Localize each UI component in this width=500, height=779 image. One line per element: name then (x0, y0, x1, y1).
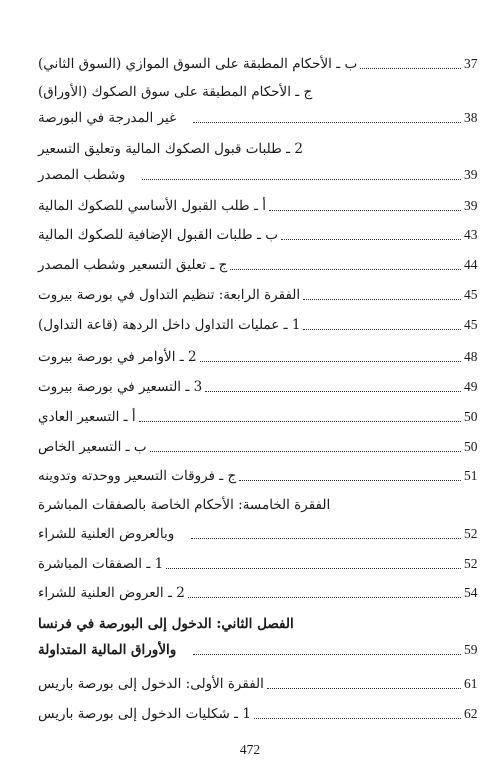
toc-entry-text: الفقرة الخامسة: الأحكام الخاصة بالصفقات المباشرة (38, 497, 331, 513)
page-number-footer: 472 (239, 742, 261, 757)
toc-entry (34, 138, 486, 160)
toc-entry (34, 346, 486, 368)
toc-entry (34, 107, 486, 129)
toc-page-number: 50 (464, 409, 478, 424)
toc-page-number: 37 (464, 56, 478, 71)
toc-entry-text: ب ـ طلبات القبول الإضافية للصكوك المالية (38, 227, 278, 243)
toc-entry (34, 523, 486, 545)
toc-page-number: 44 (464, 257, 478, 272)
dot-leader (150, 450, 461, 452)
toc-page-number: 49 (464, 379, 478, 394)
toc-entry-text: وبالعروض العلنية للشراء (38, 526, 175, 542)
toc-entry-text: 2 ـ الأوامر في بورصة بيروت (38, 349, 197, 365)
toc-entry-text: ب ـ الأحكام المطبقة على السوق الموازي (السوق الثاني) (38, 56, 358, 72)
toc-entry-text: أ ـ التسعير العادي (38, 409, 136, 425)
toc-page-number: 45 (464, 317, 478, 332)
dot-leader (193, 653, 461, 655)
toc-entry (34, 406, 486, 428)
toc-entry (34, 195, 486, 217)
dot-leader (205, 390, 461, 392)
toc-entry (34, 376, 486, 398)
toc-entry-text: 1 ـ عمليات التداول داخل الردهة (قاعة التداول) (38, 317, 301, 333)
toc-entry (34, 639, 486, 661)
toc-page-number: 52 (464, 556, 478, 571)
toc-entry (34, 494, 486, 516)
toc-entry-text: ج ـ تعليق التسعير وشطب المصدر (38, 257, 228, 273)
toc-entry (34, 254, 486, 276)
toc-entry-text: ج ـ الأحكام المطبقة على سوق الصكوك (الأوراق) (38, 84, 313, 100)
toc-page-number: 54 (464, 585, 478, 600)
dot-leader (360, 67, 461, 69)
dot-leader (254, 717, 461, 719)
dot-leader (139, 420, 461, 422)
toc-chapter-heading: الفصل الثاني: الدخول إلى البورصة في فرنسا (38, 616, 294, 632)
toc-entry (34, 164, 486, 186)
toc-entry (34, 465, 486, 487)
toc-entry-text: غير المدرجة في البورصة (38, 110, 177, 126)
dot-leader (230, 268, 461, 270)
toc-page-number: 61 (464, 676, 478, 691)
toc-page-number: 39 (464, 198, 478, 213)
toc-entry-text: ب ـ التسعير الخاص (38, 439, 147, 455)
toc-page-number: 62 (464, 706, 478, 721)
dot-leader (269, 209, 461, 211)
toc-entry (34, 224, 486, 246)
toc-entry (34, 673, 486, 695)
toc-page-number: 51 (464, 468, 478, 483)
toc-entry-text: 3 ـ التسعير في بورصة بيروت (38, 379, 203, 395)
toc-page-number: 52 (464, 526, 478, 541)
toc-entry-text: 2 ـ طلبات قبول الصكوك المالية وتعليق التسعير (38, 141, 303, 157)
dot-leader (193, 121, 461, 123)
toc-page-number: 59 (464, 642, 478, 657)
toc-entry (34, 53, 486, 75)
dot-leader (239, 479, 461, 481)
toc-entry-text: 2 ـ العروض العلنية للشراء (38, 585, 185, 601)
toc-entry-text: ج ـ فروقات التسعير ووحدته وتدوينه (38, 468, 237, 484)
toc-page-number: 48 (464, 349, 478, 364)
toc-entry (34, 553, 486, 575)
dot-leader (281, 238, 461, 240)
toc-entry-text: 1 ـ شكليات الدخول إلى بورصة باريس (38, 706, 251, 722)
toc-entry (34, 436, 486, 458)
dot-leader (267, 687, 461, 689)
dot-leader (188, 596, 461, 598)
dot-leader (166, 567, 461, 569)
toc-entry (34, 703, 486, 725)
toc-chapter-heading: والأوراق المالية المتداولة (38, 642, 177, 658)
toc-entry-text: الفقرة الأولى: الدخول إلى بورصة باريس (38, 676, 264, 692)
toc-page-number: 39 (464, 167, 478, 182)
toc-entry (34, 284, 486, 306)
toc-entry-text: 1 ـ الصفقات المباشرة (38, 556, 164, 572)
toc-page-number: 45 (464, 287, 478, 302)
toc-page-number: 38 (464, 110, 478, 125)
dot-leader (191, 537, 461, 539)
toc-entry-text: الفقرة الرابعة: تنظيم التداول في بورصة بيروت (38, 287, 301, 303)
toc-page-number: 50 (464, 439, 478, 454)
toc-page-number: 43 (464, 227, 478, 242)
toc-entry (34, 613, 486, 635)
toc-entry-text: أ ـ طلب القبول الأساسي للصكوك المالية (38, 198, 266, 214)
toc-entry-text: وشطب المصدر (38, 167, 126, 183)
dot-leader (200, 360, 461, 362)
dot-leader (303, 328, 461, 330)
dot-leader (142, 178, 461, 180)
dot-leader (303, 298, 461, 300)
toc-entry (34, 314, 486, 336)
toc-entry (34, 81, 486, 103)
toc-entry (34, 582, 486, 604)
